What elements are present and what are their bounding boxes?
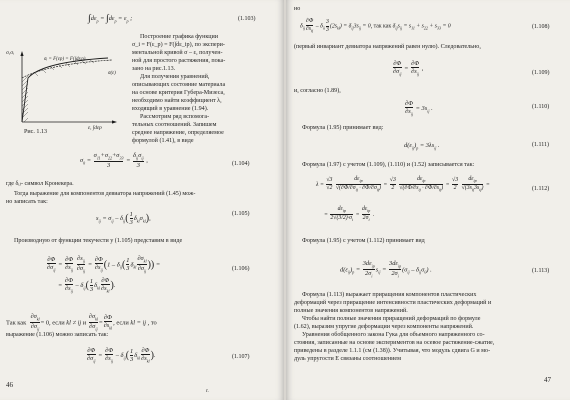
text-line: входящий в уравнение (1.94). — [132, 106, 209, 112]
text-line: Производную от функции текучести у (1.105) представим в виде — [14, 238, 183, 244]
figure-y-label: σ,σᵢ — [6, 50, 15, 56]
text-line: формулой (1.41), в виде — [132, 138, 194, 144]
equation-1-109: $\frac{\partial\Phi}{\partial\sigma_{ij}}$ = $\frac{\partial\Phi}{\partial s_{ij}}$ , — [393, 60, 424, 77]
text-line: Рассмотрим ряд вспомога- — [140, 114, 210, 120]
text-line: Формула (1.113) выражает приращения компонентов пластических — [302, 292, 477, 298]
text-line: описывающих состояние материала — [132, 82, 226, 88]
y-arrow — [20, 51, 23, 56]
text-line: стояния, записанные на основе экспериментов на осевое растяжение-сжатие, — [294, 340, 495, 346]
figure-curve-label-2: σ(ε) — [108, 71, 116, 76]
equation-number: (1.111) — [532, 142, 550, 148]
text-line: где δᵢⱼ- символ Кронекера. — [6, 181, 74, 187]
text-line: деформаций через приращение интенсивности пластических деформаций и — [294, 300, 492, 306]
text-line: Построение графика функции — [140, 34, 219, 40]
text-line: зано на рис.1.13. — [132, 66, 176, 72]
text-line: Уравнения обобщенного закона Гука для объемного напряженного со- — [302, 332, 485, 338]
equation-1-104: $\sigma_0$ = $\frac{\sigma_{11}+\sigma_{22}+\sigma_{33}}{3}$ = $\frac{\delta_{ij}\sigma_{ij}}{3}$ , — [80, 152, 148, 170]
equation-1-106-line-2: = $\frac{\partial\Phi}{\partial s_{ij}}$ – $\delta_{ij}$( $\frac{1}{3}$ $\delta_{kl}$ $\frac{\partial\Phi}{\partial s_{kl}}$ ). — [58, 277, 116, 294]
text-line: Для получения уравнений, — [140, 74, 210, 80]
equation-number: (1.109) — [532, 70, 550, 76]
text-line: (первый инвариант девиатора напряжений равен нулю). Следовательно, — [294, 44, 481, 50]
text-line: и, согласно (1.89), — [294, 88, 341, 94]
equation-1-111: $d(\varepsilon_{ij})_p = 3\lambda s_{ij}$ . — [404, 142, 440, 151]
text-line: Тогда выражение для компонентов девиатора напряжений (1.45) мож- — [14, 191, 196, 197]
equation-number: (1.105) — [232, 211, 250, 217]
equation-1-110: $\frac{\partial\Phi}{\partial s_{ij}}$ = $3s_{ij}$ . — [405, 100, 433, 117]
header-word: но — [294, 6, 301, 12]
right-page — [286, 0, 570, 400]
text-line: Формула (1.97) с учетом (1.109), (1.110) и (1.52) записывается так: — [302, 162, 475, 168]
text-line: Формула (1.95) принимает вид: — [302, 125, 384, 131]
text-line: ной для простого растяжения, пока- — [132, 58, 226, 64]
equation-number: (1.108) — [532, 24, 550, 30]
curve-sigma-eps — [22, 58, 108, 122]
equation-1-103: $\int d\varepsilon_p = \int d\varepsilon_p = \varepsilon_p$ ; — [88, 13, 133, 24]
page-number: 46 — [6, 381, 13, 389]
figure-caption: Рис. 1.13 — [24, 129, 48, 135]
text-line: тельных соотношений. Запишем — [132, 122, 217, 128]
equation-number: (1.104) — [232, 161, 250, 167]
text-line: дуль упругости E связаны соотношением — [294, 356, 401, 362]
left-page — [0, 0, 284, 400]
equation-1-108: $\delta_{ij}$ $\frac{\partial\Phi}{\partial s_{ij}}$ – $\delta_{ii}$ $\frac{3}{3}$ $(2s_{kl}) = \delta_{ij}3s_{ij} = 0$, так как $\delta_{ij}s_{ij} = s_{11} + s_{22} + s_{33} = 0$ — [300, 18, 451, 34]
page-number: 47 — [544, 376, 551, 384]
figure-x-label: ε, ∫dεp — [88, 125, 102, 131]
figure-curve-label-1: σᵢ = F(εp) = F(∫dεᵢp) — [44, 57, 86, 62]
text-line: выражение (1.106) можно записать так: — [6, 332, 109, 338]
footer-mark: г. — [206, 389, 209, 394]
text-line: среднее напряжение, определяемое — [132, 130, 224, 136]
x-arrow — [112, 120, 117, 123]
equation-number: (1.106) — [232, 266, 250, 272]
equation-1-107: $\frac{\partial\Phi}{\partial\sigma_{ij}}$ = $\frac{\partial\Phi}{\partial s_{ij}}$ – $\delta_{ij}$( $\frac{1}{3}$ $\delta_{kl}$ $\frac{\partial\Phi}{\partial s_{kl}}$ ). — [87, 347, 156, 364]
equation-1-113: $d(\varepsilon_{ij})_p$ = $\frac{3d\varepsilon_{ip}}{2\sigma_i}$ $s_{ij}$ = $\frac{3d\varepsilon_{ip}}{2\sigma_i}$ $(\sigma_{ij} - \delta_{ij}\sigma_0)$ . — [340, 260, 432, 279]
equation-number: (1.113) — [532, 268, 550, 274]
text-line: необходимо найти коэффициент λ, — [132, 98, 222, 104]
equation-number: (1.107) — [232, 354, 250, 360]
equation-number: (1.112) — [532, 186, 550, 192]
equation-1-105: $s_{ij} = \sigma_{ij} - \delta_{ij}$( $\frac{1}{3}$ $\delta_{kl}\sigma_{kl}$), — [96, 211, 151, 226]
equation-1-112-line-2: = $\frac{d\varepsilon_{ip}}{2√(3/2)\cdot\sigma_i}$ = $\frac{d\varepsilon_{ip}}{2\sigma_i}$ . — [324, 206, 375, 223]
equation-1-112-line-1: λ = $\frac{√3}{√2}$ $\frac{d\varepsilon_{ip}}{√(\partial\Phi/\partial\sigma_{ij} \cdot \partial\Phi/\partial\sigma_{ij})}$ = $\frac{√3}{2}$ $\frac{d\varepsilon_{ip}}{√(\partial\Phi/\partial s_{ij} \cdot \partial\Phi/\partial s_{ij})}$ = $\frac{√3}{2}$ $\frac{d\varepsilon_{ip}}{√(3s_{ij}3s_{ij})}$ = — [316, 176, 490, 193]
text-line: полные значения компонентов напряжений. — [294, 308, 408, 314]
text-line: Чтобы найти полные значения приращений деформаций по формуле — [302, 316, 481, 322]
text-line: σ_i = F(ε_p) = F(∫dε_ip), по экспери- — [132, 42, 225, 48]
text-line: Формула (1.95) с учетом (1.112) принимает вид — [302, 238, 425, 244]
text-line: ментальной кривой σ – ε, получен- — [132, 50, 223, 56]
text-line: приведены в разделе 1.1.1 (см (1.38)). Учитывая, что модуль сдвига G и мо- — [294, 348, 491, 354]
equation-1-106-line-1: $\frac{\partial\Phi}{\partial\sigma_{ij}}$ = $\frac{\partial\Phi}{\partial s_{ij}}$ $\frac{\partial s_{ij}}{\partial\sigma_{ij}}$ = $\frac{\partial\Phi}{\partial s_{ij}}$ ($1 - \delta_{ij}$( $\frac{1}{3}$ $\delta_{kl}$ $\frac{\partial\sigma_{kl}}{\partial\sigma_{ij}}$ )) = — [47, 255, 161, 274]
text-line: (1.62), выразим упругие деформации через компоненты напряжений. — [294, 324, 474, 330]
equation-number: (1.110) — [532, 104, 550, 110]
equation-number: (1.103) — [238, 16, 256, 22]
text-line: но записать так: — [6, 199, 48, 205]
text-line: на основе критерия Губера-Мизеса, — [132, 90, 225, 96]
since-clause: Так как $\frac{\partial\sigma_{kl}}{\partial\sigma_{ij}}$ = 0, если kl ≠ ij и $\frac{\partial\sigma_{kl}}{\partial\sigma_{ij}}$ = $\frac{\partial\Phi}{\partial s_{kl}}$ , если kl = ij , то — [6, 313, 157, 332]
